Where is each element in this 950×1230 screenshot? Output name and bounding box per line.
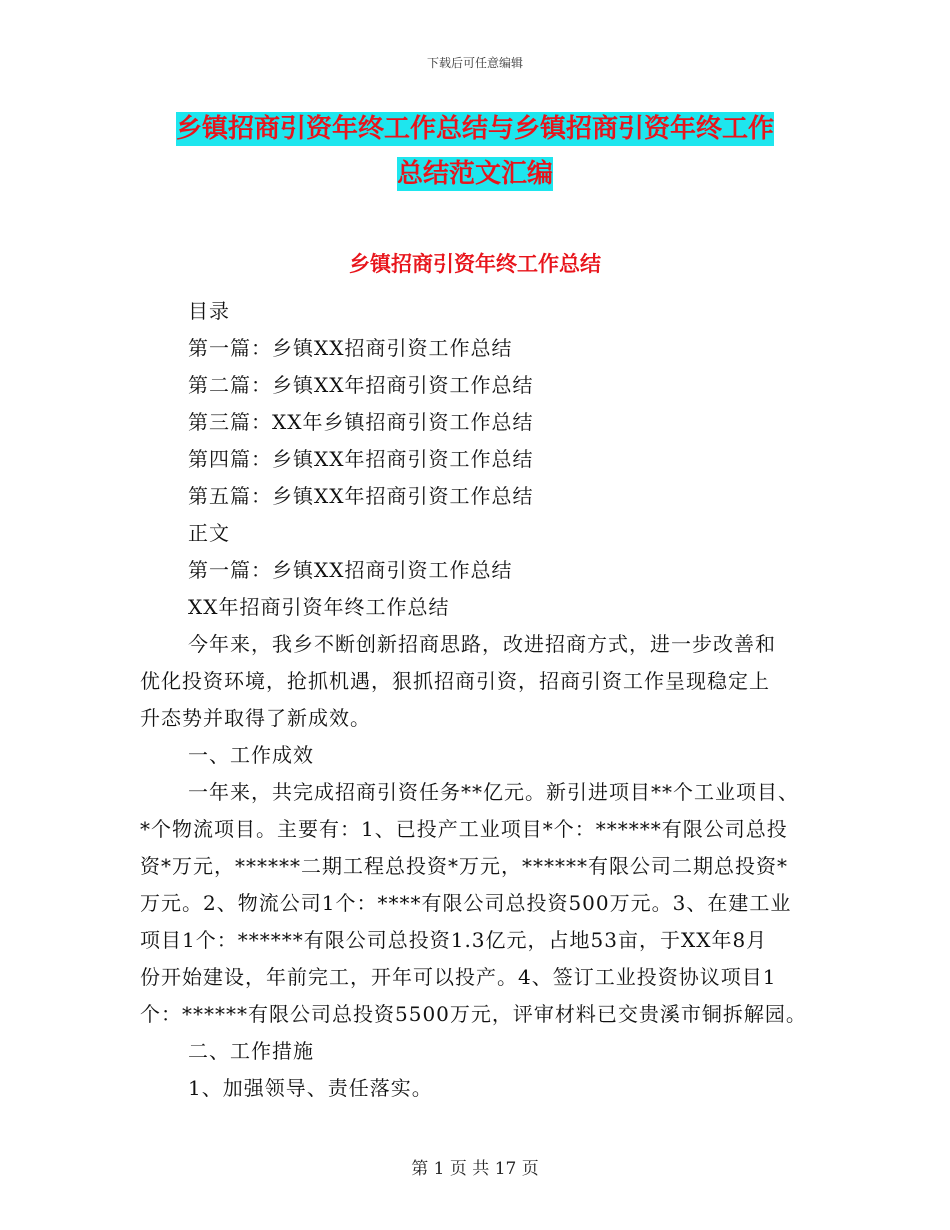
- paragraph-line: 个：******有限公司总投资5500万元，评审材料已交贵溪市铜拆解园。: [140, 1002, 807, 1026]
- document-title-line-2: [0, 157, 950, 191]
- subheading-results: 一、工作成效: [188, 743, 314, 767]
- toc-item-5: 第五篇：乡镇XX年招商引资工作总结: [188, 484, 534, 508]
- paragraph-line: 1、加强领导、责任落实。: [188, 1076, 433, 1100]
- paragraph-line: 份开始建设，年前完工，开年可以投产。4、签订工业投资协议项目1: [140, 965, 777, 989]
- paragraph-line: 项目1个：******有限公司总投资1.3亿元，占地53亩，于XX年8月: [140, 928, 768, 952]
- paragraph-line: 一年来，共完成招商引资任务**亿元。新引进项目**个工业项目、: [188, 780, 799, 804]
- document-body: [140, 293, 820, 1107]
- paragraph-line: 万元。2、物流公司1个：****有限公司总投资500万元。3、在建工业: [140, 891, 792, 915]
- paragraph-line: 今年来，我乡不断创新招商思路，改进招商方式，进一步改善和: [188, 632, 776, 656]
- page-footer: 第 1 页 共 17 页: [411, 1159, 539, 1179]
- title-highlight-2: 总结范文汇编: [396, 159, 553, 189]
- toc-item-2: 第二篇：乡镇XX年招商引资工作总结: [188, 373, 534, 397]
- paragraph-line: 优化投资环境，抢抓机遇，狠抓招商引资，招商引资工作呈现稳定上: [140, 669, 770, 693]
- document-title-line-1: [0, 112, 950, 146]
- paragraph-line: 升态势并取得了新成效。: [140, 706, 371, 730]
- paragraph-line: *个物流项目。主要有：1、已投产工业项目*个：******有限公司总投: [140, 817, 788, 841]
- title-highlight-1: 乡镇招商引资年终工作总结与乡镇招商引资年终工作: [175, 114, 774, 144]
- section-title: 乡镇招商引资年终工作总结: [349, 252, 601, 276]
- paragraph-line: 资*万元，******二期工程总投资*万元，******有限公司二期总投资*: [140, 854, 788, 878]
- toc-item-4: 第四篇：乡镇XX年招商引资工作总结: [188, 447, 534, 471]
- article-heading: 第一篇：乡镇XX招商引资工作总结: [188, 558, 513, 582]
- toc-item-1: 第一篇：乡镇XX招商引资工作总结: [188, 336, 513, 360]
- toc-heading: 目录: [188, 299, 230, 323]
- article-subtitle: XX年招商引资年终工作总结: [188, 595, 450, 619]
- header-note: 下载后可任意编辑: [426, 56, 523, 70]
- body-heading: 正文: [188, 521, 230, 545]
- toc-item-3: 第三篇：XX年乡镇招商引资工作总结: [188, 410, 534, 434]
- subheading-measures: 二、工作措施: [188, 1039, 314, 1063]
